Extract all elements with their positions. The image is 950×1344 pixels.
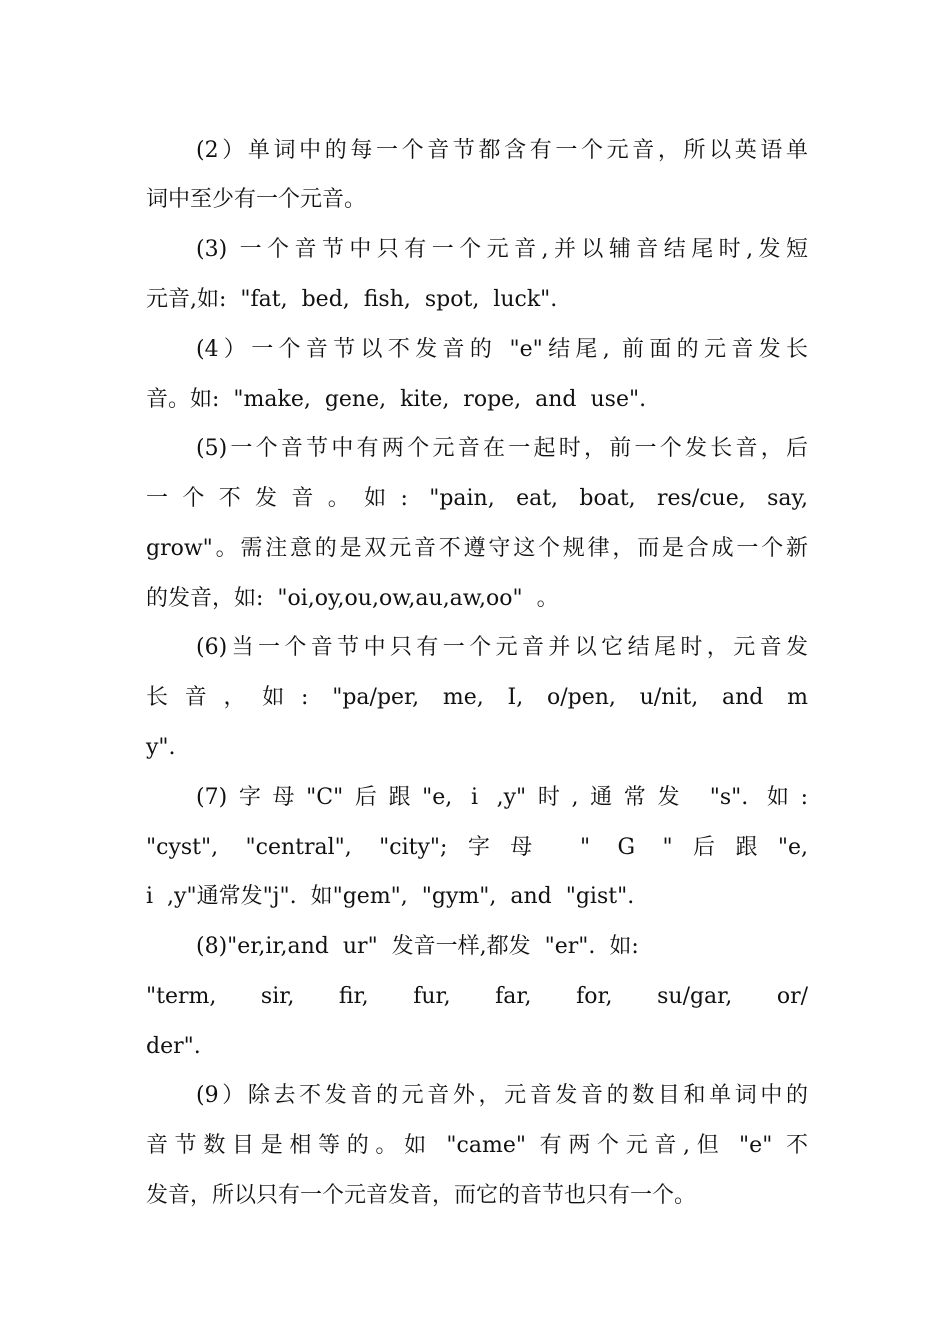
- text-line: 发音，所以只有一个元音发音，而它的音节也只有一个。: [146, 1183, 697, 1208]
- text-line: 的发音，如: "oi,oy,ou,ow,au,aw,oo" 。: [146, 586, 559, 611]
- text-line: grow"。需注意的是双元音不遵守这个规律，而是合成一个新: [146, 536, 808, 561]
- text-line: (8)"er,ir,and ur" 发音一样,都发 "er". 如:: [196, 934, 639, 959]
- text-line: (6)当一个音节中只有一个元音并以它结尾时，元音发: [196, 635, 808, 660]
- text-line: der".: [146, 1034, 201, 1059]
- text-line: 音节数目是相等的。如 "came" 有两个元音,但 "e" 不: [146, 1133, 808, 1158]
- text-line: (2）单词中的每一个音节都含有一个元音，所以英语单: [196, 138, 808, 163]
- text-line: 元音,如: "fat, bed, fish, spot, luck".: [146, 287, 558, 312]
- text-line: (5)一个音节中有两个元音在一起时，前一个发长音，后: [196, 436, 808, 461]
- text-line: (7)字母"C"后跟"e, i ,y"时,通常发 "s". 如:: [196, 785, 808, 810]
- text-line: i ,y"通常发"j". 如"gem", "gym", and "gist".: [146, 884, 635, 909]
- text-line: 长音，如: "pa/per, me, I, o/pen, u/nit, and m: [146, 685, 808, 710]
- text-line: (4）一个音节以不发音的 "e"结尾, 前面的元音发长: [196, 337, 808, 362]
- text-line: 音。如: "make, gene, kite, rope, and use".: [146, 387, 647, 412]
- text-line: "cyst", "central", "city";字母 " G "后跟"e,: [146, 835, 808, 860]
- text-line: 词中至少有一个元音。: [146, 187, 367, 212]
- text-line: y".: [146, 735, 176, 760]
- text-line: 一个不发音。如: "pain, eat, boat, res/cue, say,: [146, 486, 808, 511]
- text-line: "term, sir, fir, fur, far, for, su/gar, or/: [146, 984, 808, 1009]
- text-line: (9）除去不发音的元音外，元音发音的数目和单词中的: [196, 1083, 808, 1108]
- text-line: (3) 一个音节中只有一个元音,并以辅音结尾时,发短: [196, 237, 808, 262]
